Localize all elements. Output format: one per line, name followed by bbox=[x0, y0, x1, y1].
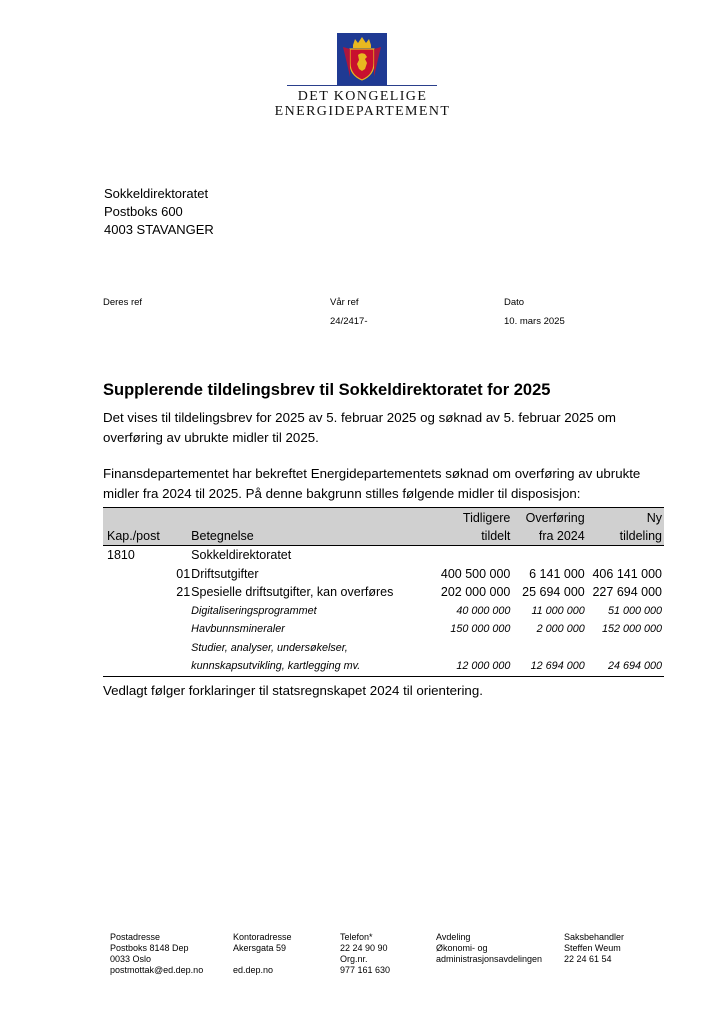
footer-website[interactable]: ed.dep.no bbox=[233, 965, 274, 975]
header-tildeling: tildeling bbox=[585, 527, 664, 546]
table-row: Digitaliseringsprogrammet 40 000 000 11 000 000 51 000 000 bbox=[191, 604, 662, 617]
allocation-table bbox=[103, 507, 664, 677]
department-name-line2: ENERGIDEPARTEMENT bbox=[274, 104, 451, 119]
dato-value: 10. mars 2025 bbox=[504, 316, 565, 327]
paragraph-closing: Vedlagt følger forklaringer til statsregnskapet 2024 til orientering. bbox=[103, 683, 483, 698]
paragraph-approval: Finansdepartementet har bekreftet Energidepartementets søknad om overføring av ubrukte midler fra 2024 til 2025. På denne bakgrunn stilles følgende midler til disposisjon: bbox=[103, 466, 641, 501]
recipient-city: 4003 STAVANGER bbox=[104, 222, 214, 237]
header-tildelt: tildelt bbox=[432, 527, 510, 546]
var-ref-value: 24/2417- bbox=[330, 316, 368, 327]
footer-email[interactable]: postmottak@ed.dep.no bbox=[110, 965, 204, 975]
department-name-line1: DET KONGELIGE bbox=[297, 89, 428, 104]
paragraph-intro: Det vises til tildelingsbrev for 2025 av 5. februar 2025 og søknad av 5. februar 2025 om overføring av ubrukte midler til 2025. bbox=[103, 410, 616, 445]
footer-postadresse: Postadresse Postboks 8148 Dep 0033 Oslo postmottak@ed.dep.no bbox=[110, 932, 204, 975]
footer-saksbehandler: Saksbehandler Steffen Weum 22 24 61 54 bbox=[564, 932, 625, 964]
recipient-address: Postboks 600 bbox=[104, 204, 183, 219]
table-row: 21 Spesielle driftsutgifter, kan overføres 202 000 000 25 694 000 227 694 000 bbox=[176, 585, 662, 600]
header-ny: Ny bbox=[585, 508, 664, 528]
footer-kontoradresse: Kontoradresse Akersgata 59 ed.dep.no bbox=[233, 932, 292, 975]
table-row: 1810 Sokkeldirektoratet bbox=[107, 548, 292, 563]
footer-telefon: Telefon* 22 24 90 90 Org.nr. 977 161 630 bbox=[340, 932, 391, 975]
table-row: 01 Driftsutgifter 400 500 000 6 141 000 406 141 000 bbox=[176, 566, 662, 581]
recipient-name: Sokkeldirektoratet bbox=[104, 186, 209, 201]
header-overforing: Overføring bbox=[510, 508, 584, 528]
norwegian-coat-of-arms-icon bbox=[337, 33, 387, 85]
dato-label: Dato bbox=[504, 297, 525, 308]
table-header-row bbox=[103, 508, 664, 528]
header-fra-2024: fra 2024 bbox=[510, 527, 584, 546]
header-divider bbox=[287, 85, 437, 86]
header-kap-post: Kap./post bbox=[103, 527, 176, 546]
table-header-row bbox=[103, 527, 664, 546]
table-row: Studier, analyser, undersøkelser, bbox=[191, 641, 348, 654]
deres-ref-label: Deres ref bbox=[103, 297, 143, 308]
letter-title: Supplerende tildelingsbrev til Sokkeldirektoratet for 2025 bbox=[103, 381, 551, 399]
var-ref-label: Vår ref bbox=[330, 297, 359, 308]
header-tidligere: Tidligere bbox=[432, 508, 510, 528]
table-row: Havbunnsmineraler 150 000 000 2 000 000 152 000 000 bbox=[191, 623, 662, 636]
header-betegnelse: Betegnelse bbox=[190, 527, 432, 546]
table-row: kunnskapsutvikling, kartlegging mv. 12 000 000 12 694 000 24 694 000 bbox=[103, 657, 664, 676]
footer-avdeling: Avdeling Økonomi- og administrasjonsavdelingen bbox=[436, 932, 543, 964]
